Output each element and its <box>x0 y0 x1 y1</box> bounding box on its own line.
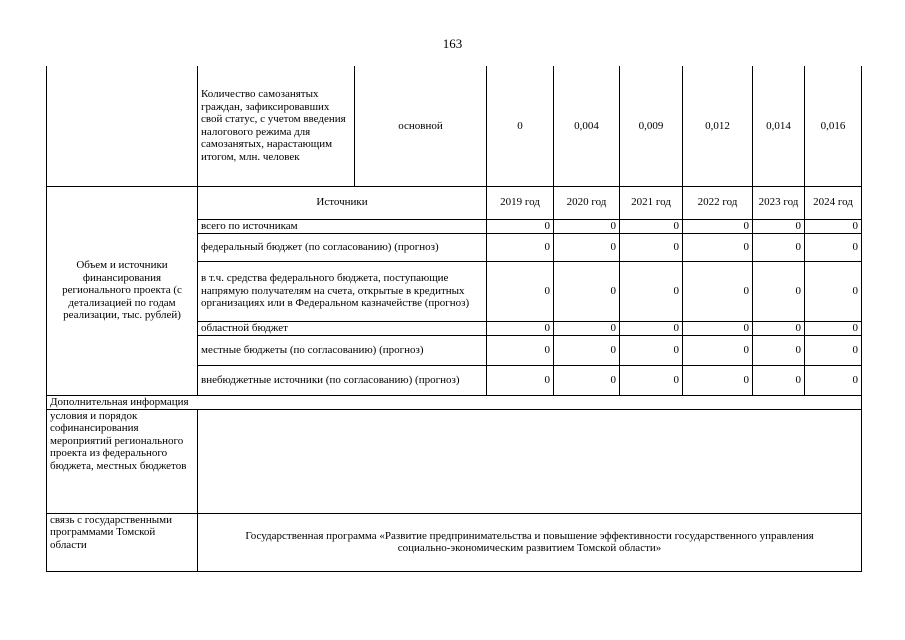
indicator-value: 0,009 <box>620 66 683 186</box>
funding-value: 0 <box>620 365 683 395</box>
funding-header-sources: Источники <box>198 186 487 219</box>
indicator-value: 0,004 <box>554 66 620 186</box>
funding-value: 0 <box>753 335 805 365</box>
funding-header-row <box>47 186 862 219</box>
funding-year-header: 2024 год <box>805 186 862 219</box>
indicator-value: 0,016 <box>805 66 862 186</box>
funding-year-header: 2019 год <box>487 186 554 219</box>
funding-value: 0 <box>753 219 805 233</box>
funding-source-label: в т.ч. средства федерального бюджета, поступающие напрямую получателям на счета, открытые в кредитных организациях или в Федеральном казначействе (прогноз) <box>198 261 487 321</box>
funding-value: 0 <box>554 335 620 365</box>
indicator-row <box>47 66 862 186</box>
funding-year-header: 2021 год <box>620 186 683 219</box>
funding-value: 0 <box>753 321 805 335</box>
funding-source-label: федеральный бюджет (по согласованию) (прогноз) <box>198 233 487 261</box>
funding-value: 0 <box>554 321 620 335</box>
indicator-value: 0,012 <box>683 66 753 186</box>
funding-year-header: 2023 год <box>753 186 805 219</box>
cofinancing-label: условия и порядок софинансирования мероприятий регионального проекта из федерального бюджета, местных бюджетов <box>47 409 198 513</box>
funding-value: 0 <box>805 233 862 261</box>
funding-value: 0 <box>554 365 620 395</box>
funding-value: 0 <box>753 365 805 395</box>
additional-info-title: Дополнительная информация <box>47 395 862 409</box>
funding-value: 0 <box>753 233 805 261</box>
funding-year-header: 2020 год <box>554 186 620 219</box>
funding-value: 0 <box>683 365 753 395</box>
funding-value: 0 <box>683 261 753 321</box>
funding-value: 0 <box>487 233 554 261</box>
funding-value: 0 <box>487 321 554 335</box>
funding-value: 0 <box>554 261 620 321</box>
funding-value: 0 <box>620 233 683 261</box>
funding-value: 0 <box>805 365 862 395</box>
funding-source-label: местные бюджеты (по согласованию) (прогноз) <box>198 335 487 365</box>
funding-value: 0 <box>620 261 683 321</box>
funding-value: 0 <box>683 219 753 233</box>
page-number: 163 <box>442 36 463 51</box>
cofinancing-value <box>198 409 862 513</box>
funding-source-label: областной бюджет <box>198 321 487 335</box>
program-link-label: связь с государственными программами Томской области <box>47 513 198 571</box>
funding-source-label: внебюджетные источники (по согласованию) (прогноз) <box>198 365 487 395</box>
funding-value: 0 <box>805 219 862 233</box>
funding-section-label: Объем и источники финансирования регионального проекта (с детализацией по годам реализации, тыс. рублей) <box>47 186 198 395</box>
funding-value: 0 <box>620 219 683 233</box>
funding-value: 0 <box>554 219 620 233</box>
funding-year-header: 2022 год <box>683 186 753 219</box>
funding-value: 0 <box>487 219 554 233</box>
funding-value: 0 <box>683 233 753 261</box>
funding-value: 0 <box>753 261 805 321</box>
funding-value: 0 <box>554 233 620 261</box>
funding-value: 0 <box>683 335 753 365</box>
funding-value: 0 <box>805 321 862 335</box>
indicator-name: Количество самозанятых граждан, зафиксировавших свой статус, с учетом введения налогового режима для самозанятых, нарастающим итогом, млн. человек <box>198 66 355 186</box>
funding-value: 0 <box>620 321 683 335</box>
additional-info-row <box>47 395 862 409</box>
funding-value: 0 <box>805 335 862 365</box>
program-link-row <box>47 513 862 571</box>
funding-value: 0 <box>805 261 862 321</box>
funding-value: 0 <box>487 261 554 321</box>
program-link-value: Государственная программа «Развитие предпринимательства и повышение эффективности государственного управления социально-экономическим развитием Томской области» <box>198 513 862 571</box>
cofinancing-row <box>47 409 862 513</box>
funding-value: 0 <box>487 335 554 365</box>
indicator-base: 0 <box>487 66 554 186</box>
project-passport-table <box>46 66 862 572</box>
funding-source-label: всего по источникам <box>198 219 487 233</box>
indicator-type: основной <box>355 66 487 186</box>
indicator-empty-cell <box>47 66 198 186</box>
funding-value: 0 <box>487 365 554 395</box>
funding-value: 0 <box>683 321 753 335</box>
indicator-value: 0,014 <box>753 66 805 186</box>
funding-value: 0 <box>620 335 683 365</box>
